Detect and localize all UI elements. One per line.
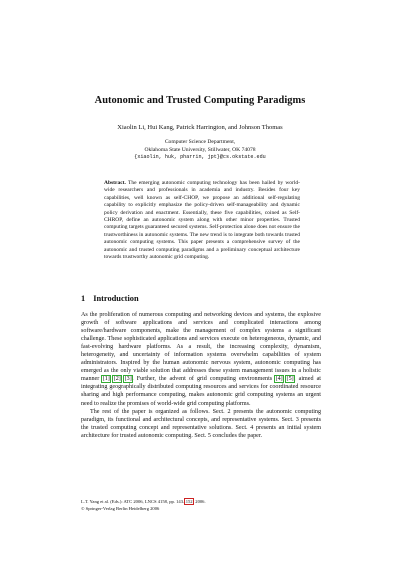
citation-link[interactable]: [3] [124, 376, 132, 383]
page-link[interactable]: 152 [185, 499, 193, 504]
section-heading [81, 294, 139, 303]
abstract-text: The emerging autonomic computing technology has been hailed by world-wide researchers and professionals in academia and industry. Besides four key capabilities, well known as self-CHOP, we propose an additional self-regulating capability to explicitly emphasize the policy-driven self-manageability and dynamic policy derivation and enactment. Essentially, these five capabilities, coined as Self-CHROP, define an autonomic system along with other minor properties. Trusted computing targets guaranteed secured systems. Self-protection alone does not ensure the trustworthiness in autonomic systems. The new trend is to integrate both towards trusted autonomic computing systems. This paper presents a comprehensive survey of the autonomic and trusted computing paradigms and a preliminary conceptual architecture towards trustworthy autonomic grid computing. [104, 180, 300, 261]
footnote [81, 499, 321, 512]
paragraph: The rest of the paper is organized as follows. Sect. 2 presents the autonomic computing paradigm, its functional and architectural concepts, and representative systems. Sect. 3 presents the trusted computing concept and representative solutions. Sect. 4 presents an initial system architecture for trusted autonomic computing. Sect. 5 concludes the paper. [81, 408, 321, 439]
abstract-label: Abstract. [104, 180, 126, 186]
author-list: Xiaolin Li, Hui Kang, Patrick Harrington, and Johnson Thomas [117, 124, 283, 131]
section-number: 1 [81, 294, 86, 303]
citation-text: , 2006. [192, 499, 206, 504]
footnote-citation [81, 499, 321, 506]
citation-link[interactable]: [5] [286, 376, 294, 383]
paragraph-text: , aimed at integrating geographically distributed computing resources and services for coordinated resource sharing and high performance computing, makes autonomic grid computing systems an urgent need to realize the promises of world-wide grid computing platforms. [81, 376, 321, 407]
abstract [104, 180, 300, 261]
paragraph-text: As the proliferation of numerous computing and networking devices and systems, the explosive growth of software applications and services and complicated interactions among software/hardware components, make the management of complex systems a significant challenge. These sophisticated applications and services execute on heterogeneous, dynamic, and fast-evolving hardware platforms. As a result, the increasing complexity, dynamism, heterogeneity, and uncertainty of information systems overwhelm capabilities of system administrators. Inspired by the human autonomic nervous system, autonomic computing has emerged as the only viable solution that addresses these system management issues in a holistic manner [81, 312, 321, 383]
affiliation-address: Oklahoma State University, Stillwater, OK 74078 [144, 146, 256, 153]
section-body [81, 311, 321, 440]
citation-link[interactable]: [1] [102, 376, 110, 383]
paragraph [81, 311, 321, 408]
copyright-line: © Springer-Verlag Berlin Heidelberg 2006 [81, 505, 160, 511]
paper-title: Autonomic and Trusted Computing Paradigms [94, 95, 306, 106]
affiliation-block [0, 139, 400, 162]
citation-text: L.T. Yang et al. (Eds.): ATC 2006, LNCS 4158, pp. 143– [81, 499, 186, 504]
citation-link[interactable]: [4] [275, 376, 283, 383]
section-title: Introduction [93, 294, 139, 303]
paragraph-text: . Further, the advent of grid computing environments [132, 376, 276, 383]
affiliation-department: Computer Science Department, [164, 139, 236, 145]
author-emails: {xiaolin, huk, pharrin, jpt}@cs.okstate.edu [134, 154, 266, 161]
citation-link[interactable]: [2] [113, 376, 121, 383]
